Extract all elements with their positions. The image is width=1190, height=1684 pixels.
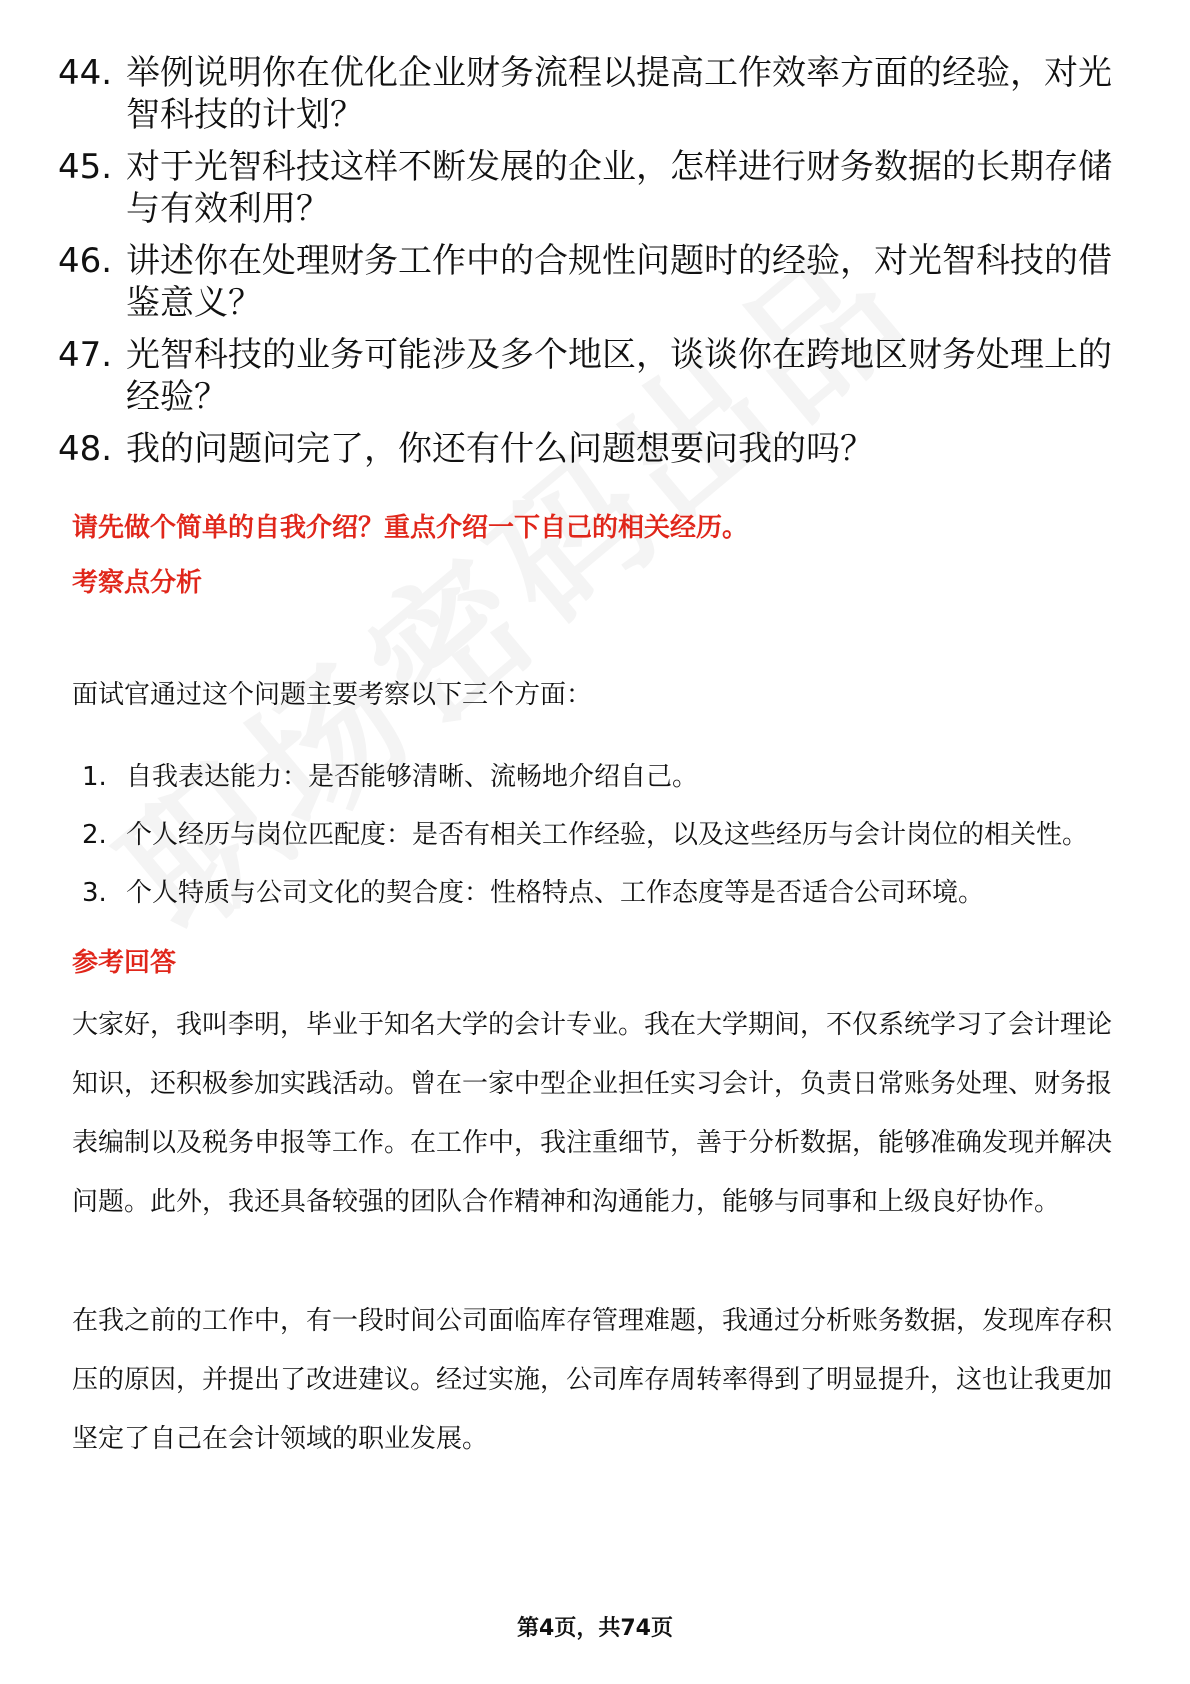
question-number: 47. <box>58 335 113 375</box>
analysis-point <box>82 806 1112 864</box>
analysis-point <box>82 748 1112 806</box>
point-number: 1. <box>82 762 107 792</box>
analysis-points-list <box>82 748 1112 922</box>
question-number: 46. <box>58 241 113 281</box>
question-number: 44. <box>58 53 113 93</box>
analysis-heading: 考察点分析 <box>72 568 203 598</box>
point-text: 个人经历与岗位匹配度：是否有相关工作经验，以及这些经历与会计岗位的相关性。 <box>126 820 1089 850</box>
answer-heading: 参考回答 <box>72 948 177 978</box>
question-text: 举例说明你在优化企业财务流程以提高工作效率方面的经验，对光智科技的计划？ <box>126 53 1112 135</box>
point-text: 自我表达能力：是否能够清晰、流畅地介绍自己。 <box>126 762 699 792</box>
question-item <box>58 146 1118 230</box>
question-text: 对于光智科技这样不断发展的企业，怎样进行财务数据的长期存储与有效利用？ <box>126 147 1112 229</box>
question-text: 我的问题问完了，你还有什么问题想要问我的吗？ <box>126 429 874 469</box>
point-number: 3. <box>82 878 107 908</box>
question-list <box>58 52 1118 480</box>
page-number-footer: 第4页，共74页 <box>517 1616 673 1641</box>
answer-paragraph: 在我之前的工作中，有一段时间公司面临库存管理难题，我通过分析账务数据，发现库存积压的原因，并提出了改进建议。经过实施，公司库存周转率得到了明显提升，这也让我更加坚定了自己在会计领域的职业发展。 <box>72 1306 1113 1454</box>
analysis-point <box>82 864 1112 922</box>
analysis-intro: 面试官通过这个问题主要考察以下三个方面： <box>72 680 593 710</box>
point-text: 个人特质与公司文化的契合度：性格特点、工作态度等是否适合公司环境。 <box>126 878 985 908</box>
question-number: 45. <box>58 147 113 187</box>
question-item <box>58 428 1118 470</box>
question-text: 光智科技的业务可能涉及多个地区，谈谈你在跨地区财务处理上的经验？ <box>126 335 1112 417</box>
question-number: 48. <box>58 429 113 469</box>
interview-question-title: 请先做个简单的自我介绍？重点介绍一下自己的相关经历。 <box>72 513 749 543</box>
point-number: 2. <box>82 820 107 850</box>
question-item <box>58 240 1118 324</box>
question-item <box>58 52 1118 136</box>
answer-paragraph: 大家好，我叫李明，毕业于知名大学的会计专业。我在大学期间，不仅系统学习了会计理论知识，还积极参加实践活动。曾在一家中型企业担任实习会计，负责日常账务处理、财务报表编制以及税务申报等工作。在工作中，我注重细节，善于分析数据，能够准确发现并解决问题。此外，我还具备较强的团队合作精神和沟通能力，能够与同事和上级良好协作。 <box>72 1010 1113 1217</box>
question-item <box>58 334 1118 418</box>
question-text: 讲述你在处理财务工作中的合规性问题时的经验，对光智科技的借鉴意义？ <box>126 241 1112 323</box>
